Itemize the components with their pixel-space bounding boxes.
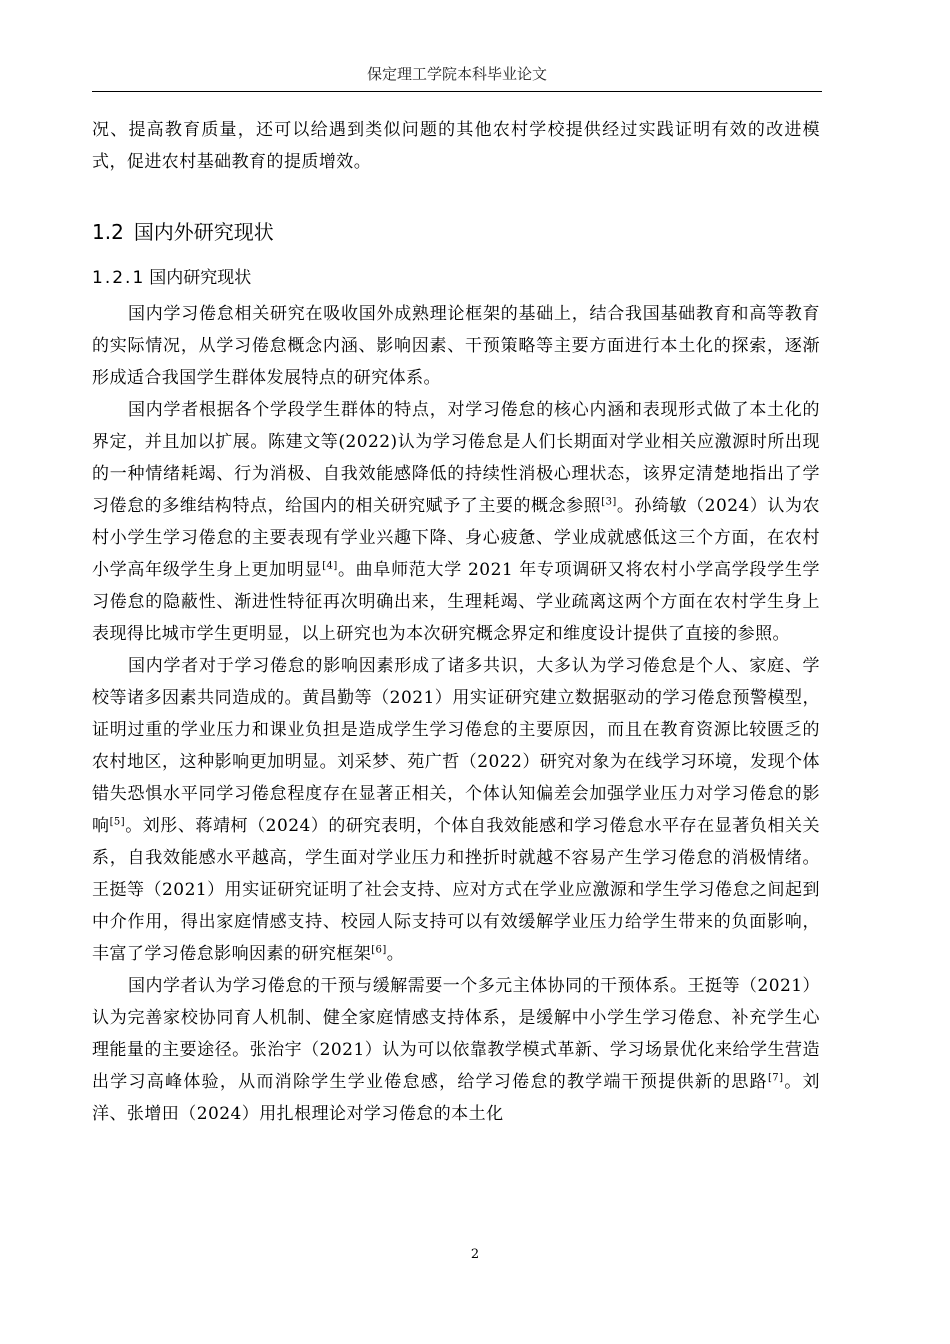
paragraph-2-text-b: 。孙绮敏（2024）认为农村小学生学习倦怠的主要表现有学业兴趣下降、身心疲惫、学业成就感低这三个方面，在农村小学高年级学生身上更加明显 — [92, 496, 820, 580]
paragraph-4 — [92, 970, 820, 1130]
section-number: 1.2 — [92, 220, 124, 244]
paragraph-4-text-b: 。刘洋、张增田（2024）用扎根理论对学习倦怠的本土化 — [92, 1072, 820, 1124]
header-rule — [92, 91, 822, 92]
paragraph-3-text-a: 国内学者对于学习倦怠的影响因素形成了诸多共识，大多认为学习倦怠是个人、家庭、学校等诸多因素共同造成的。黄昌勤等（2021）用实证研究建立数据驱动的学习倦怠预警模型，证明过重的学业压力和课业负担是造成学生学习倦怠的主要原因，而且在教育资源比较匮乏的农村地区，这种影响更加明显。刘采梦、苑广哲（2022）研究对象为在线学习环境，发现个体错失恐惧水平同学习倦怠程度存在显著正相关，个体认知偏差会加强学业压力对学习倦怠的影响 — [92, 656, 820, 836]
paragraph-3-text-c: 。 — [386, 944, 405, 964]
paragraph-1 — [92, 298, 820, 394]
paragraph-3-text-b: 。刘彤、蒋靖柯（2024）的研究表明，个体自我效能感和学习倦怠水平存在显著负相关关系，自我效能感水平越高，学生面对学业压力和挫折时就越不容易产生学习倦怠的消极情绪。王挺等（2021）用实证研究证明了社会支持、应对方式在学业应激源和学生学习倦怠之间起到中介作用，得出家庭情感支持、校园人际支持可以有效缓解学业压力给学生带来的负面影响，丰富了学习倦怠影响因素的研究框架 — [92, 816, 820, 964]
paragraph-4-text-a: 国内学者认为学习倦怠的干预与缓解需要一个多元主体协同的干预体系。王挺等（2021）认为完善家校协同育人机制、健全家庭情感支持体系，是缓解中小学生学习倦怠、补充学生心理能量的主要途径。张治宇（2021）认为可以依靠教学模式革新、学习场景优化来给学生营造出学习高峰体验，从而消除学生学业倦怠感，给学习倦怠的教学端干预提供新的思路 — [92, 976, 820, 1092]
citation-ref: [7] — [767, 1072, 784, 1084]
intro-paragraph: 况、提高教育质量，还可以给遇到类似问题的其他农村学校提供经过实践证明有效的改进模式，促进农村基础教育的提质增效。 — [92, 120, 820, 172]
paragraph-2-text-c: 。曲阜师范大学 2021 年专项调研又将农村小学高学段学生学习倦怠的隐蔽性、渐进性特征再次明确出来，生理耗竭、学业疏离这两个方面在农村学生身上表现得比城市学生更明显，以上研究也为本次研究概念界定和维度设计提供了直接的参照。 — [92, 560, 820, 644]
running-header: 保定理工学院本科毕业论文 — [366, 65, 547, 83]
section-heading — [92, 218, 820, 246]
subsection-heading — [92, 264, 820, 292]
paragraph-2-text-a: 国内学者根据各个学段学生群体的特点，对学习倦怠的核心内涵和表现形式做了本土化的界定，并且加以扩展。陈建文等(2022)认为学习倦怠是人们长期面对学业相关应激源时所出现的一种情绪耗竭、行为消极、自我效能感降低的持续性消极心理状态，该界定清楚地指出了学习倦怠的多维结构特点，给国内的相关研究赋予了主要的概念参照 — [92, 400, 820, 516]
page-body — [92, 114, 820, 1130]
subsection-title: 国内研究现状 — [149, 268, 252, 288]
citation-ref: [6] — [371, 944, 387, 956]
citation-ref: [3] — [601, 496, 617, 508]
citation-ref: [4] — [322, 560, 338, 572]
citation-ref: [5] — [109, 816, 126, 828]
page-number: 2 — [470, 1247, 480, 1262]
paragraph-3 — [92, 650, 820, 970]
paragraph-1-text: 国内学习倦怠相关研究在吸收国外成熟理论框架的基础上，结合我国基础教育和高等教育的实际情况，从学习倦怠概念内涵、影响因素、干预策略等主要方面进行本土化的探索，逐渐形成适合我国学生群体发展特点的研究体系。 — [92, 304, 820, 388]
paragraph-2 — [92, 394, 820, 650]
subsection-number: 1.2.1 — [92, 268, 146, 288]
section-title: 国内外研究现状 — [133, 220, 274, 244]
